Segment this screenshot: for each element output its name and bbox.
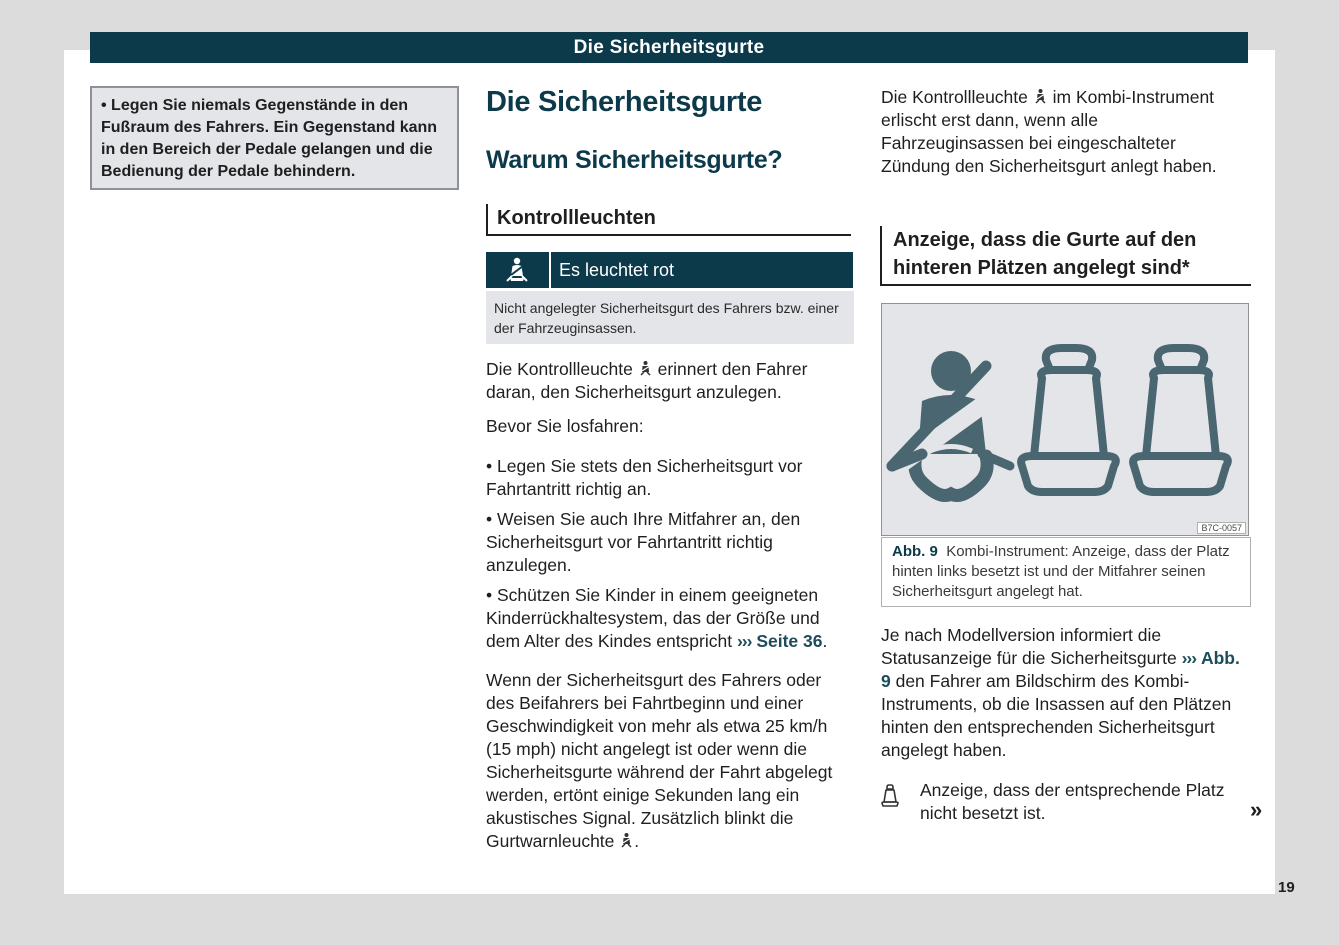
subsection-title: Anzeige, dass die Gurte auf den hinteren Plätzen angelegt sind* [880,226,1251,286]
warning-box [90,86,459,190]
list-item: • Legen Sie stets den Sicherheitsgurt vor Fahrtantritt richtig an. [486,456,803,499]
page-number: 19 [1278,879,1295,896]
list-item: • Weisen Sie auch Ihre Mitfahrer an, den Sicherheitsgurt vor Fahrtantritt richtig anzulegen. [486,509,801,575]
warning-light-description: Nicht angelegter Sicherheitsgurt des Fahrers bzw. einer der Fahrzeuginsassen. [486,291,854,344]
warning-light-label: Es leuchtet rot [559,260,675,280]
warning-text: Legen Sie niemals Gegenstände in den Fußraum des Fahrers. Ein Gegenstand kann in den Bereich der Pedale gelangen und die Bedienung der Pedale behindern. [101,97,438,180]
seatbelt-icon [619,832,634,849]
page-title: Die Sicherheitsgurte [486,86,763,118]
ref-arrows: ››› [736,631,752,651]
bullet: • [101,97,112,114]
text: erinnert den Fahrer daran, den Sicherheitsgurt anzulegen. [486,359,808,402]
section-title: Warum Sicherheitsgurte? [486,146,783,174]
figure-label: Abb. 9 [892,543,938,560]
empty-seat-icon [881,784,899,815]
figure-caption [881,537,1251,607]
seatbelt-warning-icon [486,252,551,288]
paragraph: Bevor Sie losfahren: [486,416,644,436]
figure-id: B7C-0057 [1197,522,1246,534]
text: . [634,831,640,851]
text: Wenn der Sicherheitsgurt des Fahrers oder des Beifahrers bei Fahrtbeginn und einer Geschwindigkeit von mehr als etwa 25 km/h (15 mph) nicht angelegt ist oder wenn die Sicherheitsgurte während der Fahrt abgelegt werden, ertönt einige Sekunden lang ein akustisches Signal. Zusätzlich blinkt die Gurtwarnleuchte [486,670,833,851]
subsection-title: Kontrollleuchten [486,204,851,236]
text: Je nach Modellversion informiert die Statusanzeige für die Sicherheitsgurte [881,625,1182,668]
middle-body [486,358,854,853]
paragraph [486,358,854,404]
list-item-text: Schützen Sie Kinder in einem geeigneten Kinderrückhaltesystem, das der Größe und dem Alter des Kindes entspricht [486,585,820,651]
right-intro [881,86,1243,178]
caption-text: Kombi-Instrument: Anzeige, dass der Platz hinten links besetzt ist und der Mitfahrer seinen Sicherheitsgurt angelegt hat. [892,543,1230,600]
warning-light-row [486,252,853,288]
text: Die Kontrollleuchte [881,87,1033,107]
continued-marker: » [1250,797,1263,822]
paragraph [486,669,854,853]
seatbelt-icon [1033,88,1048,105]
text: . [822,631,828,651]
seat-occupancy-illustration [882,304,1248,535]
page-header: Die Sicherheitsgurte [90,32,1248,63]
figure [881,303,1249,536]
list-item-text: Weisen Sie auch Ihre Mitfahrer an, den Sicherheitsgurt vor Fahrtantritt richtig anzulegen. [486,509,801,575]
seatbelt-icon [638,360,653,377]
text: den Fahrer am Bildschirm des Kombi-Instruments, ob die Insassen auf den Plätzen hinten den entsprechenden Sicherheitsgurt angelegt haben. [881,671,1232,760]
text: im Kombi-Instrument erlischt erst dann, wenn alle Fahrzeuginsassen bei eingeschalteter Zündung den Sicherheitsgurt anlegt haben. [881,87,1217,176]
list-item-text: Legen Sie stets den Sicherheitsgurt vor Fahrtantritt richtig an. [486,456,803,499]
legend-text: Anzeige, dass der entsprechende Platz nicht besetzt ist. [920,780,1225,823]
figure-link[interactable]: Abb. 9 [881,648,1240,691]
ref-arrows: ››› [1181,648,1197,668]
right-paragraph [881,624,1245,762]
text: Die Kontrollleuchte [486,359,638,379]
page-link[interactable]: Seite 36 [756,631,823,651]
list-item: • Schützen Sie Kinder in einem geeigneten Kinderrückhaltesystem, das der Größe und dem Alter des Kindes entspricht ››› Seite 36. [486,585,828,651]
